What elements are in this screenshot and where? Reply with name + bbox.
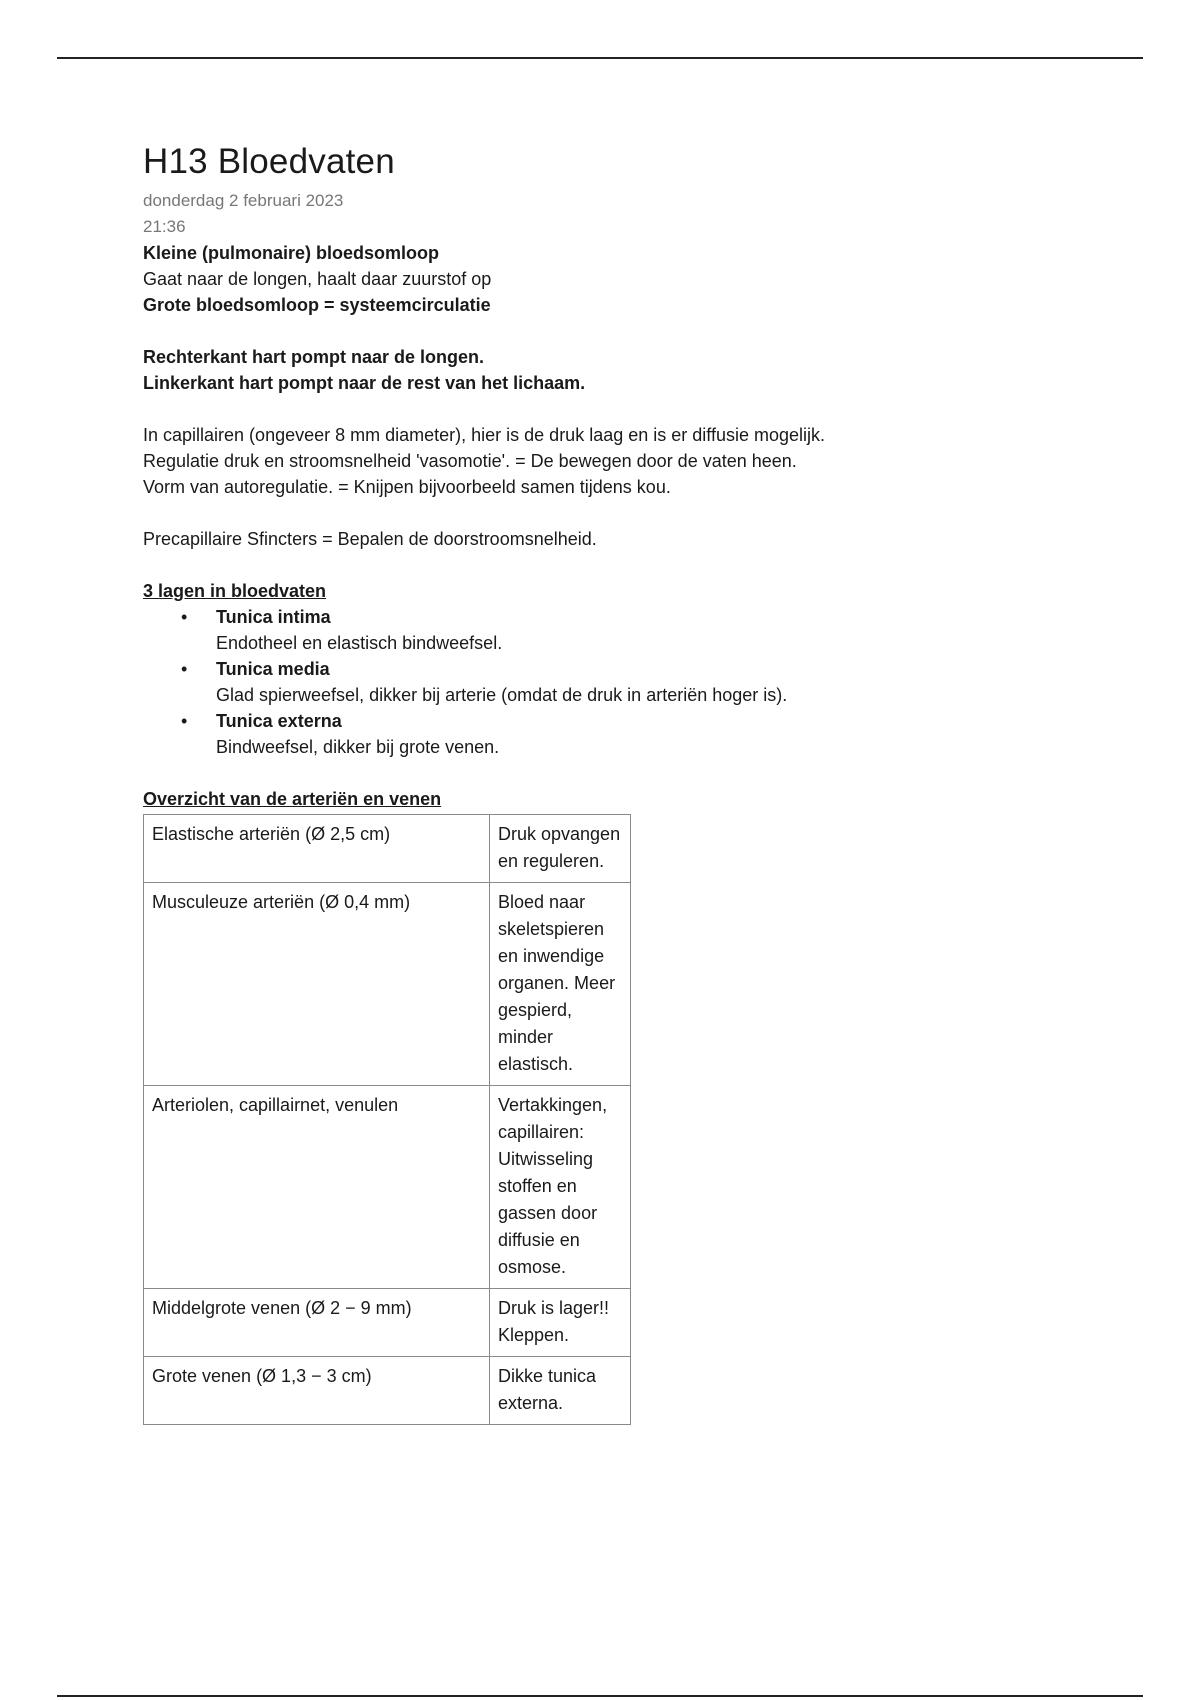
note-time: 21:36 <box>143 217 186 236</box>
table-row <box>144 1289 631 1357</box>
description-cell: Druk opvangen en reguleren. <box>490 815 631 883</box>
description-cell: Dikke tunica externa. <box>490 1357 631 1425</box>
bullet-icon: • <box>181 607 188 627</box>
layers-list <box>143 604 1043 760</box>
capillaries-text: In capillairen (ongeveer 8 mm diameter), hier is de druk laag en is er diffusie mogelijk. <box>143 425 825 445</box>
layer-name: Tunica intima <box>216 607 331 627</box>
spacer <box>143 500 1043 526</box>
note-date: donderdag 2 februari 2023 <box>143 191 344 210</box>
spacer <box>143 552 1043 578</box>
top-divider <box>57 57 1143 59</box>
regulation-text: Regulatie druk en stroomsnelheid 'vasomotie'. = De bewegen door de vaten heen. <box>143 451 797 471</box>
autoregulation-text: Vorm van autoregulatie. = Knijpen bijvoorbeeld samen tijdens kou. <box>143 477 671 497</box>
table-row <box>144 883 631 1086</box>
bullet-icon: • <box>181 711 188 731</box>
note-page <box>143 140 1043 1425</box>
small-circulation-heading: Kleine (pulmonaire) bloedsomloop <box>143 243 440 263</box>
spacer <box>143 318 1043 344</box>
small-circulation-text: Gaat naar de longen, haalt daar zuurstof op <box>143 269 492 289</box>
spacer <box>143 396 1043 422</box>
bullet-icon: • <box>181 659 188 679</box>
large-circulation-heading: Grote bloedsomloop = systeemcirculatie <box>143 295 491 315</box>
table-row <box>144 1357 631 1425</box>
page-title: H13 Bloedvaten <box>143 142 395 181</box>
list-item <box>143 708 1043 760</box>
layer-description: Endotheel en elastisch bindweefsel. <box>216 633 503 653</box>
description-cell: Bloed naar skeletspieren en inwendige organen. Meer gespierd, minder elastisch. <box>490 883 631 1086</box>
description-cell: Druk is lager!! Kleppen. <box>490 1289 631 1357</box>
sphincters-text: Precapillaire Sfincters = Bepalen de doorstroomsnelheid. <box>143 529 597 549</box>
layer-description: Bindweefsel, dikker bij grote venen. <box>216 737 500 757</box>
right-side-text: Rechterkant hart pompt naar de longen. <box>143 347 485 367</box>
bottom-divider <box>57 1695 1143 1697</box>
list-item <box>143 656 1043 708</box>
layers-heading: 3 lagen in bloedvaten <box>143 581 327 601</box>
overview-heading: Overzicht van de arteriën en venen <box>143 789 442 809</box>
description-cell: Vertakkingen, capillairen: Uitwisseling stoffen en gassen door diffusie en osmose. <box>490 1086 631 1289</box>
table-row <box>144 815 631 883</box>
vessel-cell: Musculeuze arteriën (Ø 0,4 mm) <box>144 883 490 1086</box>
vessel-cell: Arteriolen, capillairnet, venulen <box>144 1086 490 1289</box>
overview-table <box>143 814 631 1425</box>
layer-description: Glad spierweefsel, dikker bij arterie (omdat de druk in arteriën hoger is). <box>216 685 788 705</box>
table-row <box>144 1086 631 1289</box>
layer-name: Tunica externa <box>216 711 342 731</box>
vessel-cell: Grote venen (Ø 1,3 − 3 cm) <box>144 1357 490 1425</box>
left-side-text: Linkerkant hart pompt naar de rest van het lichaam. <box>143 373 586 393</box>
vessel-cell: Middelgrote venen (Ø 2 − 9 mm) <box>144 1289 490 1357</box>
layer-name: Tunica media <box>216 659 330 679</box>
spacer <box>143 760 1043 786</box>
list-item <box>143 604 1043 656</box>
vessel-cell: Elastische arteriën (Ø 2,5 cm) <box>144 815 490 883</box>
